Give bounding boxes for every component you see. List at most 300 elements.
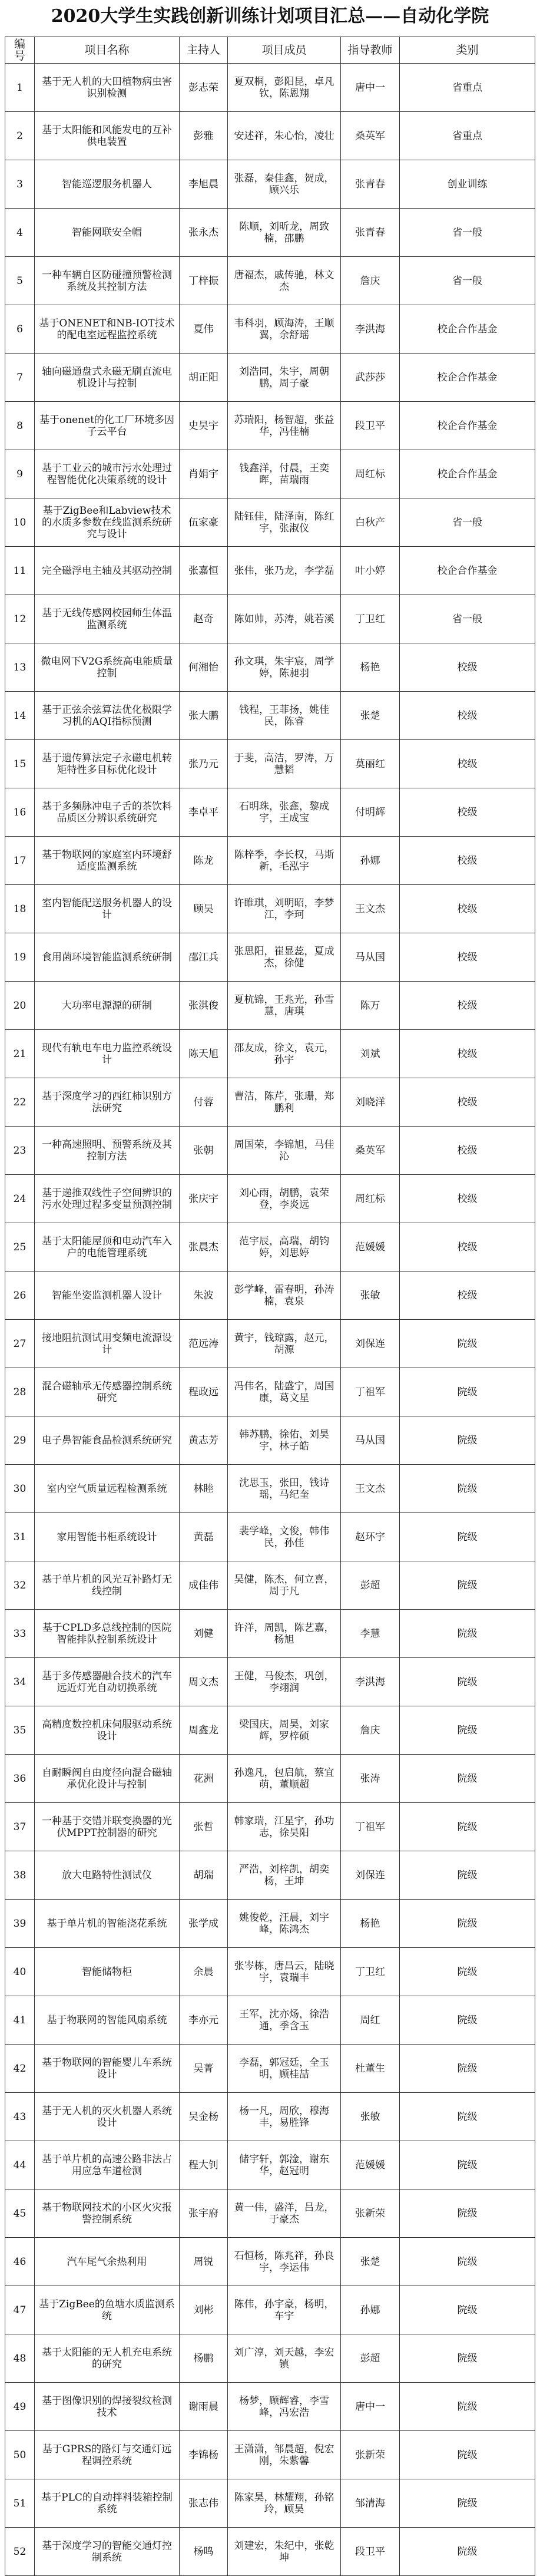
table-row bbox=[5, 885, 535, 933]
table-row bbox=[5, 643, 535, 692]
table-row bbox=[5, 933, 535, 982]
cell-leader: 彭雅 bbox=[180, 112, 228, 160]
table-row bbox=[5, 1078, 535, 1127]
cell-advisor: 付明辉 bbox=[341, 788, 400, 837]
cell-project-name: 基于工业云的城市污水处理过程智能优化决策系统的设计 bbox=[35, 450, 180, 498]
cell-leader: 陈天旭 bbox=[180, 1030, 228, 1078]
cell-project-name: 基于PLC的自动拌料装箱控制系统 bbox=[35, 2479, 180, 2528]
cell-category: 院级 bbox=[400, 1465, 535, 1513]
cell-number: 40 bbox=[5, 1948, 35, 1996]
cell-members: 邵友成，徐文，袁元，孙宇 bbox=[228, 1030, 341, 1078]
cell-advisor: 杨艳 bbox=[341, 1900, 400, 1948]
cell-project-name: 智能巡逻服务机器人 bbox=[35, 160, 180, 209]
cell-project-name: 基于多频脉冲电子舌的茶饮料品质区分辨识系统研究 bbox=[35, 788, 180, 837]
header-category: 类别 bbox=[400, 37, 535, 64]
cell-project-name: 放大电路特性测试仪 bbox=[35, 1851, 180, 1900]
table-row bbox=[5, 112, 535, 160]
cell-advisor: 唐中一 bbox=[341, 2383, 400, 2431]
cell-number: 36 bbox=[5, 1755, 35, 1803]
cell-advisor: 赵环宇 bbox=[341, 1513, 400, 1561]
cell-number: 19 bbox=[5, 933, 35, 982]
cell-members: 黄宇，钱琼露，赵元，胡源 bbox=[228, 1320, 341, 1368]
cell-number: 38 bbox=[5, 1851, 35, 1900]
cell-category: 校企合作基金 bbox=[400, 305, 535, 354]
table-row bbox=[5, 2045, 535, 2093]
table-row bbox=[5, 1175, 535, 1223]
cell-category: 校级 bbox=[400, 837, 535, 885]
header-members: 项目成员 bbox=[228, 37, 341, 64]
table-row bbox=[5, 1513, 535, 1561]
cell-project-name: 室内智能配送服务机器人的设计 bbox=[35, 885, 180, 933]
cell-members: 张岑栋，唐昌云，陆晓宇，袁瑞丰 bbox=[228, 1948, 341, 1996]
cell-category: 院级 bbox=[400, 2528, 535, 2576]
cell-project-name: 电子鼻智能食品检测系统研究 bbox=[35, 1416, 180, 1465]
cell-category: 院级 bbox=[400, 2479, 535, 2528]
cell-project-name: 基于单片机的风光互补路灯无线控制 bbox=[35, 1561, 180, 1610]
cell-number: 34 bbox=[5, 1658, 35, 1706]
header-number: 编号 bbox=[5, 37, 35, 64]
cell-members: 安述祥，朱心怡，凌壮 bbox=[228, 112, 341, 160]
table-row bbox=[5, 982, 535, 1030]
cell-number: 4 bbox=[5, 209, 35, 257]
cell-number: 28 bbox=[5, 1368, 35, 1416]
cell-category: 院级 bbox=[400, 2141, 535, 2189]
cell-advisor: 段卫平 bbox=[341, 402, 400, 450]
cell-project-name: 基于ZigBee的鱼塘水质监测系统 bbox=[35, 2286, 180, 2334]
cell-members: 曹洁，陈芹，张珊，郑鹏利 bbox=[228, 1078, 341, 1127]
cell-advisor: 白秋产 bbox=[341, 498, 400, 547]
cell-leader: 彭志荣 bbox=[180, 64, 228, 112]
cell-leader: 张学成 bbox=[180, 1900, 228, 1948]
cell-number: 33 bbox=[5, 1610, 35, 1658]
cell-category: 院级 bbox=[400, 1803, 535, 1851]
cell-members: 周国荣，李锦旭，马佳沁 bbox=[228, 1127, 341, 1175]
cell-members: 孙逸凡，包启航，蔡宜萌，董顺超 bbox=[228, 1755, 341, 1803]
cell-project-name: 高精度数控机床伺服驱动系统设计 bbox=[35, 1706, 180, 1755]
cell-number: 9 bbox=[5, 450, 35, 498]
cell-project-name: 轴向磁通盘式永磁无刷直流电机设计与控制 bbox=[35, 354, 180, 402]
cell-advisor: 彭超 bbox=[341, 2334, 400, 2383]
cell-leader: 谢雨晨 bbox=[180, 2383, 228, 2431]
table-row bbox=[5, 1465, 535, 1513]
cell-advisor: 孙娜 bbox=[341, 2286, 400, 2334]
cell-leader: 李卓平 bbox=[180, 788, 228, 837]
cell-leader: 李旭晨 bbox=[180, 160, 228, 209]
cell-project-name: 基于GPRS的路灯与交通灯远程调控系统 bbox=[35, 2431, 180, 2479]
cell-members: 唐福杰，戚传驰，林文杰 bbox=[228, 257, 341, 305]
cell-members: 夏杭锦，王兆光，孙雪慧，唐琪 bbox=[228, 982, 341, 1030]
cell-project-name: 一种高速照明、预警系统及其控制方法 bbox=[35, 1127, 180, 1175]
header-leader: 主持人 bbox=[180, 37, 228, 64]
cell-members: 储宇轩，郭淦，谢东华，赵冠明 bbox=[228, 2141, 341, 2189]
cell-number: 42 bbox=[5, 2045, 35, 2093]
table-row bbox=[5, 2528, 535, 2576]
cell-category: 省重点 bbox=[400, 64, 535, 112]
cell-advisor: 刘保连 bbox=[341, 1320, 400, 1368]
cell-project-name: 现代有轨电车电力监控系统设计 bbox=[35, 1030, 180, 1078]
table-row bbox=[5, 209, 535, 257]
cell-number: 47 bbox=[5, 2286, 35, 2334]
cell-advisor: 张楚 bbox=[341, 692, 400, 740]
cell-category: 院级 bbox=[400, 2045, 535, 2093]
cell-project-name: 基于太阳能和风能发电的互补供电装置 bbox=[35, 112, 180, 160]
cell-advisor: 丁卫红 bbox=[341, 1948, 400, 1996]
cell-category: 校级 bbox=[400, 788, 535, 837]
cell-advisor: 杨艳 bbox=[341, 643, 400, 692]
table-row bbox=[5, 788, 535, 837]
cell-leader: 胡正阳 bbox=[180, 354, 228, 402]
cell-advisor: 周红 bbox=[341, 1996, 400, 2045]
cell-number: 3 bbox=[5, 160, 35, 209]
cell-advisor: 丁卫红 bbox=[341, 595, 400, 643]
cell-leader: 张大鹏 bbox=[180, 692, 228, 740]
cell-project-name: 一种基于交错并联变换器的光伏MPPT控制器的研究 bbox=[35, 1803, 180, 1851]
table-row bbox=[5, 1706, 535, 1755]
cell-number: 32 bbox=[5, 1561, 35, 1610]
cell-leader: 杨鹏 bbox=[180, 2334, 228, 2383]
cell-leader: 肖娟宇 bbox=[180, 450, 228, 498]
cell-members: 陈梓季，李长权，马斯新，毛泓宇 bbox=[228, 837, 341, 885]
cell-number: 20 bbox=[5, 982, 35, 1030]
cell-leader: 张朝 bbox=[180, 1127, 228, 1175]
table-row bbox=[5, 2431, 535, 2479]
cell-number: 12 bbox=[5, 595, 35, 643]
cell-leader: 程大钊 bbox=[180, 2141, 228, 2189]
cell-members: 黄一伟，盛洋，吕龙，于豪杰 bbox=[228, 2189, 341, 2238]
cell-project-name: 基于深度学习的西红柿识别方法研究 bbox=[35, 1078, 180, 1127]
cell-number: 30 bbox=[5, 1465, 35, 1513]
cell-members: 张磊，秦佳鑫，贺成，顾兴乐 bbox=[228, 160, 341, 209]
cell-members: 石明珠，张鑫，黎成宇，王成宝 bbox=[228, 788, 341, 837]
cell-advisor: 桑英军 bbox=[341, 1127, 400, 1175]
cell-category: 院级 bbox=[400, 1851, 535, 1900]
cell-advisor: 范媛媛 bbox=[341, 2141, 400, 2189]
cell-advisor: 孙娜 bbox=[341, 837, 400, 885]
cell-number: 26 bbox=[5, 1272, 35, 1320]
cell-members: 杨一凡，周欣，穆海丰，易胜锋 bbox=[228, 2093, 341, 2141]
cell-members: 苏瑞阳，杨智超，张益华，冯佳楠 bbox=[228, 402, 341, 450]
cell-members: 刘广淳，刘天越，李宏镇 bbox=[228, 2334, 341, 2383]
cell-members: 刘心雨，胡鹏，袁荣登，李炎远 bbox=[228, 1175, 341, 1223]
cell-advisor: 李洪海 bbox=[341, 1658, 400, 1706]
cell-number: 16 bbox=[5, 788, 35, 837]
table-row bbox=[5, 692, 535, 740]
cell-number: 24 bbox=[5, 1175, 35, 1223]
cell-members: 石恒杨，陈兆祥，孙良宇，李运伟 bbox=[228, 2238, 341, 2286]
table-row bbox=[5, 1416, 535, 1465]
cell-number: 41 bbox=[5, 1996, 35, 2045]
cell-advisor: 周红标 bbox=[341, 1175, 400, 1223]
cell-advisor: 王文杰 bbox=[341, 885, 400, 933]
cell-leader: 胡瑞 bbox=[180, 1851, 228, 1900]
cell-category: 校级 bbox=[400, 643, 535, 692]
table-row bbox=[5, 2479, 535, 2528]
cell-number: 7 bbox=[5, 354, 35, 402]
cell-members: 严浩，刘梓凯，胡奕杨，王坤 bbox=[228, 1851, 341, 1900]
cell-leader: 丁梓振 bbox=[180, 257, 228, 305]
table-row bbox=[5, 64, 535, 112]
cell-members: 李磊，郭冠廷，全玉明，顾桂喆 bbox=[228, 2045, 341, 2093]
header-advisor: 指导教师 bbox=[341, 37, 400, 64]
cell-advisor: 李慧 bbox=[341, 1610, 400, 1658]
cell-leader: 范远涛 bbox=[180, 1320, 228, 1368]
cell-members: 姚俊乾，汪晨，刘宇峰，陈鸿杰 bbox=[228, 1900, 341, 1948]
cell-category: 省一般 bbox=[400, 257, 535, 305]
cell-members: 许洋，周凯，陈艺嘉，杨旭 bbox=[228, 1610, 341, 1658]
cell-leader: 付蓉 bbox=[180, 1078, 228, 1127]
cell-category: 校企合作基金 bbox=[400, 354, 535, 402]
cell-advisor: 范媛媛 bbox=[341, 1223, 400, 1272]
cell-project-name: 一种车辆自区防碰撞预警检测系统及其控制方法 bbox=[35, 257, 180, 305]
cell-project-name: 完全磁浮电主轴及其驱动控制 bbox=[35, 547, 180, 595]
cell-number: 52 bbox=[5, 2528, 35, 2576]
cell-category: 校级 bbox=[400, 740, 535, 788]
cell-members: 陈如帅，苏涛，姚若溪 bbox=[228, 595, 341, 643]
cell-project-name: 家用智能书柜系统设计 bbox=[35, 1513, 180, 1561]
cell-project-name: 基于太阳能的无人机充电系统的研究 bbox=[35, 2334, 180, 2383]
cell-project-name: 基于onenet的化工厂环境多因子云平台 bbox=[35, 402, 180, 450]
cell-leader: 夏伟 bbox=[180, 305, 228, 354]
table-row bbox=[5, 305, 535, 354]
cell-number: 51 bbox=[5, 2479, 35, 2528]
table-row bbox=[5, 1561, 535, 1610]
table-row bbox=[5, 740, 535, 788]
cell-project-name: 基于ONENET和NB-IOT技术的配电室远程监控系统 bbox=[35, 305, 180, 354]
project-table bbox=[5, 37, 535, 2576]
cell-advisor: 刘保连 bbox=[341, 1851, 400, 1900]
table-row bbox=[5, 1996, 535, 2045]
cell-category: 院级 bbox=[400, 1900, 535, 1948]
cell-number: 44 bbox=[5, 2141, 35, 2189]
cell-members: 陈伟，孙宇豪，杨明，车宇 bbox=[228, 2286, 341, 2334]
cell-members: 吴健，陈杰，何立喜，周于凡 bbox=[228, 1561, 341, 1610]
cell-leader: 林睦 bbox=[180, 1465, 228, 1513]
cell-advisor: 张青春 bbox=[341, 209, 400, 257]
cell-category: 院级 bbox=[400, 1755, 535, 1803]
cell-category: 院级 bbox=[400, 2334, 535, 2383]
table-row bbox=[5, 450, 535, 498]
cell-leader: 杨鸣 bbox=[180, 2528, 228, 2576]
cell-leader: 成佳伟 bbox=[180, 1561, 228, 1610]
cell-members: 王潇潇，邹晨超，倪宏刚，朱紫馨 bbox=[228, 2431, 341, 2479]
cell-leader: 张哲 bbox=[180, 1803, 228, 1851]
cell-number: 22 bbox=[5, 1078, 35, 1127]
table-header-row bbox=[5, 37, 535, 64]
cell-category: 院级 bbox=[400, 2431, 535, 2479]
cell-advisor: 唐中一 bbox=[341, 64, 400, 112]
cell-leader: 张宇府 bbox=[180, 2189, 228, 2238]
cell-category: 院级 bbox=[400, 1706, 535, 1755]
cell-advisor: 张敏 bbox=[341, 2093, 400, 2141]
cell-leader: 朱波 bbox=[180, 1272, 228, 1320]
cell-project-name: 基于多传感器融合技术的汽车远近灯光自动切换系统 bbox=[35, 1658, 180, 1706]
cell-members: 陆钰佳，陆泽南，陈红宇，张淑仪 bbox=[228, 498, 341, 547]
table-row bbox=[5, 1223, 535, 1272]
cell-leader: 张志伟 bbox=[180, 2479, 228, 2528]
table-row bbox=[5, 2238, 535, 2286]
table-row bbox=[5, 1610, 535, 1658]
cell-number: 45 bbox=[5, 2189, 35, 2238]
cell-members: 夏双桐，彭阳昆，卓凡钦，陈恩翔 bbox=[228, 64, 341, 112]
cell-leader: 张嘉恒 bbox=[180, 547, 228, 595]
cell-category: 院级 bbox=[400, 1416, 535, 1465]
cell-project-name: 基于物联网的智能风扇系统 bbox=[35, 1996, 180, 2045]
cell-leader: 张淇俊 bbox=[180, 982, 228, 1030]
cell-project-name: 接地阻抗测试用变频电流源设计 bbox=[35, 1320, 180, 1368]
cell-advisor: 周红标 bbox=[341, 450, 400, 498]
cell-project-name: 基于太阳能屋顶和电动汽车入户的电能管理系统 bbox=[35, 1223, 180, 1272]
cell-project-name: 基于物联网技术的小区火灾报警控制系统 bbox=[35, 2189, 180, 2238]
cell-project-name: 大功率电源源的研制 bbox=[35, 982, 180, 1030]
cell-project-name: 基于深度学习的智能交通灯控制系统 bbox=[35, 2528, 180, 2576]
cell-number: 29 bbox=[5, 1416, 35, 1465]
cell-advisor: 丁祖军 bbox=[341, 1803, 400, 1851]
cell-project-name: 智能坐姿监测机器人设计 bbox=[35, 1272, 180, 1320]
cell-number: 23 bbox=[5, 1127, 35, 1175]
table-row bbox=[5, 547, 535, 595]
table-row bbox=[5, 402, 535, 450]
cell-category: 校企合作基金 bbox=[400, 402, 535, 450]
cell-members: 刘建宏，朱纪中，张乾坤 bbox=[228, 2528, 341, 2576]
cell-number: 27 bbox=[5, 1320, 35, 1368]
cell-number: 17 bbox=[5, 837, 35, 885]
cell-members: 王军，沈亦炀，徐浩通，季含玉 bbox=[228, 1996, 341, 2045]
cell-project-name: 食用菌环境智能监测系统研制 bbox=[35, 933, 180, 982]
cell-members: 张思阳，崔显蕊，夏成杰，徐健 bbox=[228, 933, 341, 982]
cell-leader: 何湘怡 bbox=[180, 643, 228, 692]
cell-number: 10 bbox=[5, 498, 35, 547]
table-row bbox=[5, 1755, 535, 1803]
cell-members: 裴学峰，文俊，韩伟民，孙佳 bbox=[228, 1513, 341, 1561]
cell-category: 校级 bbox=[400, 1030, 535, 1078]
cell-category: 创业训练 bbox=[400, 160, 535, 209]
cell-project-name: 基于ZigBee和Labview技术的水质多参数在线监测系统研究与设计 bbox=[35, 498, 180, 547]
cell-members: 于斐，高洁，罗涛，万慧韬 bbox=[228, 740, 341, 788]
table-row bbox=[5, 1127, 535, 1175]
cell-number: 37 bbox=[5, 1803, 35, 1851]
cell-project-name: 基于物联网的家庭室内环境舒适度监测系统 bbox=[35, 837, 180, 885]
cell-advisor: 武莎莎 bbox=[341, 354, 400, 402]
cell-category: 校级 bbox=[400, 885, 535, 933]
cell-project-name: 智能网联安全帽 bbox=[35, 209, 180, 257]
table-row bbox=[5, 1030, 535, 1078]
table-row bbox=[5, 498, 535, 547]
cell-leader: 黄磊 bbox=[180, 1513, 228, 1561]
cell-project-name: 基于图像识别的焊接裂纹检测技术 bbox=[35, 2383, 180, 2431]
cell-number: 2 bbox=[5, 112, 35, 160]
cell-category: 省重点 bbox=[400, 112, 535, 160]
cell-category: 院级 bbox=[400, 1561, 535, 1610]
cell-number: 31 bbox=[5, 1513, 35, 1561]
cell-advisor: 马从国 bbox=[341, 1416, 400, 1465]
cell-members: 韩家瑞，江星宇，孙功志，徐昊阳 bbox=[228, 1803, 341, 1851]
cell-project-name: 室内空气质量远程检测系统 bbox=[35, 1465, 180, 1513]
cell-number: 1 bbox=[5, 64, 35, 112]
cell-advisor: 张涛 bbox=[341, 1755, 400, 1803]
table-row bbox=[5, 1368, 535, 1416]
cell-number: 35 bbox=[5, 1706, 35, 1755]
cell-leader: 周文杰 bbox=[180, 1658, 228, 1706]
table-row bbox=[5, 1851, 535, 1900]
cell-leader: 李亦元 bbox=[180, 1996, 228, 2045]
cell-leader: 花洲 bbox=[180, 1755, 228, 1803]
cell-members: 冯伟名，陆盛宁，周国康，葛文星 bbox=[228, 1368, 341, 1416]
cell-advisor: 刘晓洋 bbox=[341, 1078, 400, 1127]
table-row bbox=[5, 257, 535, 305]
table-row bbox=[5, 2093, 535, 2141]
cell-advisor: 张新荣 bbox=[341, 2431, 400, 2479]
cell-members: 陈顺，刘昕龙，周致楠，邵鹏 bbox=[228, 209, 341, 257]
cell-advisor: 王文杰 bbox=[341, 1465, 400, 1513]
cell-project-name: 基于遗传算法定子永磁电机转矩特性多目标优化设计 bbox=[35, 740, 180, 788]
cell-category: 校级 bbox=[400, 933, 535, 982]
cell-project-name: 基于物联网的智能婴儿车系统设计 bbox=[35, 2045, 180, 2093]
cell-category: 校级 bbox=[400, 1127, 535, 1175]
cell-advisor: 马从国 bbox=[341, 933, 400, 982]
cell-advisor: 杜董生 bbox=[341, 2045, 400, 2093]
cell-number: 6 bbox=[5, 305, 35, 354]
cell-advisor: 彭超 bbox=[341, 1561, 400, 1610]
cell-leader: 顾昊 bbox=[180, 885, 228, 933]
cell-members: 孙文琪，朱宇宸，周学婷，陈昶羽 bbox=[228, 643, 341, 692]
cell-project-name: 基于无人机的大田植物病虫害识别检测 bbox=[35, 64, 180, 112]
cell-project-name: 基于CPLD多总线控制的医院智能排队控制系统设计 bbox=[35, 1610, 180, 1658]
cell-leader: 余晨 bbox=[180, 1948, 228, 1996]
cell-members: 韦科羽，顾海涛，王顺翼，余舒瑶 bbox=[228, 305, 341, 354]
cell-advisor: 李洪海 bbox=[341, 305, 400, 354]
cell-advisor: 莫丽红 bbox=[341, 740, 400, 788]
table-row bbox=[5, 2383, 535, 2431]
cell-advisor: 陈万 bbox=[341, 982, 400, 1030]
cell-members: 彭学峰，雷春明，孙涛楠，袁泉 bbox=[228, 1272, 341, 1320]
cell-advisor: 叶小婷 bbox=[341, 547, 400, 595]
table-row bbox=[5, 2286, 535, 2334]
cell-advisor: 邹清海 bbox=[341, 2479, 400, 2528]
cell-category: 院级 bbox=[400, 2383, 535, 2431]
cell-category: 院级 bbox=[400, 1610, 535, 1658]
cell-leader: 赵奇 bbox=[180, 595, 228, 643]
cell-leader: 周鑫龙 bbox=[180, 1706, 228, 1755]
cell-number: 21 bbox=[5, 1030, 35, 1078]
cell-advisor: 张楚 bbox=[341, 2238, 400, 2286]
cell-advisor: 詹庆 bbox=[341, 257, 400, 305]
cell-number: 13 bbox=[5, 643, 35, 692]
cell-members: 杨梦，顾辉睿，李雪峰，冯宏浩 bbox=[228, 2383, 341, 2431]
table-row bbox=[5, 1320, 535, 1368]
cell-project-name: 基于正弦余弦算法优化极限学习机的AQI指标预测 bbox=[35, 692, 180, 740]
cell-category: 校级 bbox=[400, 1272, 535, 1320]
cell-leader: 张晨杰 bbox=[180, 1223, 228, 1272]
cell-advisor: 詹庆 bbox=[341, 1706, 400, 1755]
cell-advisor: 桑英军 bbox=[341, 112, 400, 160]
table-row bbox=[5, 1900, 535, 1948]
cell-leader: 刘健 bbox=[180, 1610, 228, 1658]
cell-category: 院级 bbox=[400, 1948, 535, 1996]
cell-project-name: 基于单片机的高速公路非法占用应急车道检测 bbox=[35, 2141, 180, 2189]
cell-advisor: 刘斌 bbox=[341, 1030, 400, 1078]
table-row bbox=[5, 1803, 535, 1851]
cell-category: 省一般 bbox=[400, 209, 535, 257]
cell-number: 18 bbox=[5, 885, 35, 933]
cell-category: 校企合作基金 bbox=[400, 547, 535, 595]
cell-members: 范宇辰，高瑞，胡钧婷，刘思婷 bbox=[228, 1223, 341, 1272]
cell-number: 48 bbox=[5, 2334, 35, 2383]
cell-category: 院级 bbox=[400, 2189, 535, 2238]
table-row bbox=[5, 1272, 535, 1320]
cell-number: 46 bbox=[5, 2238, 35, 2286]
cell-category: 校级 bbox=[400, 982, 535, 1030]
cell-project-name: 基于单片机的智能浇花系统 bbox=[35, 1900, 180, 1948]
